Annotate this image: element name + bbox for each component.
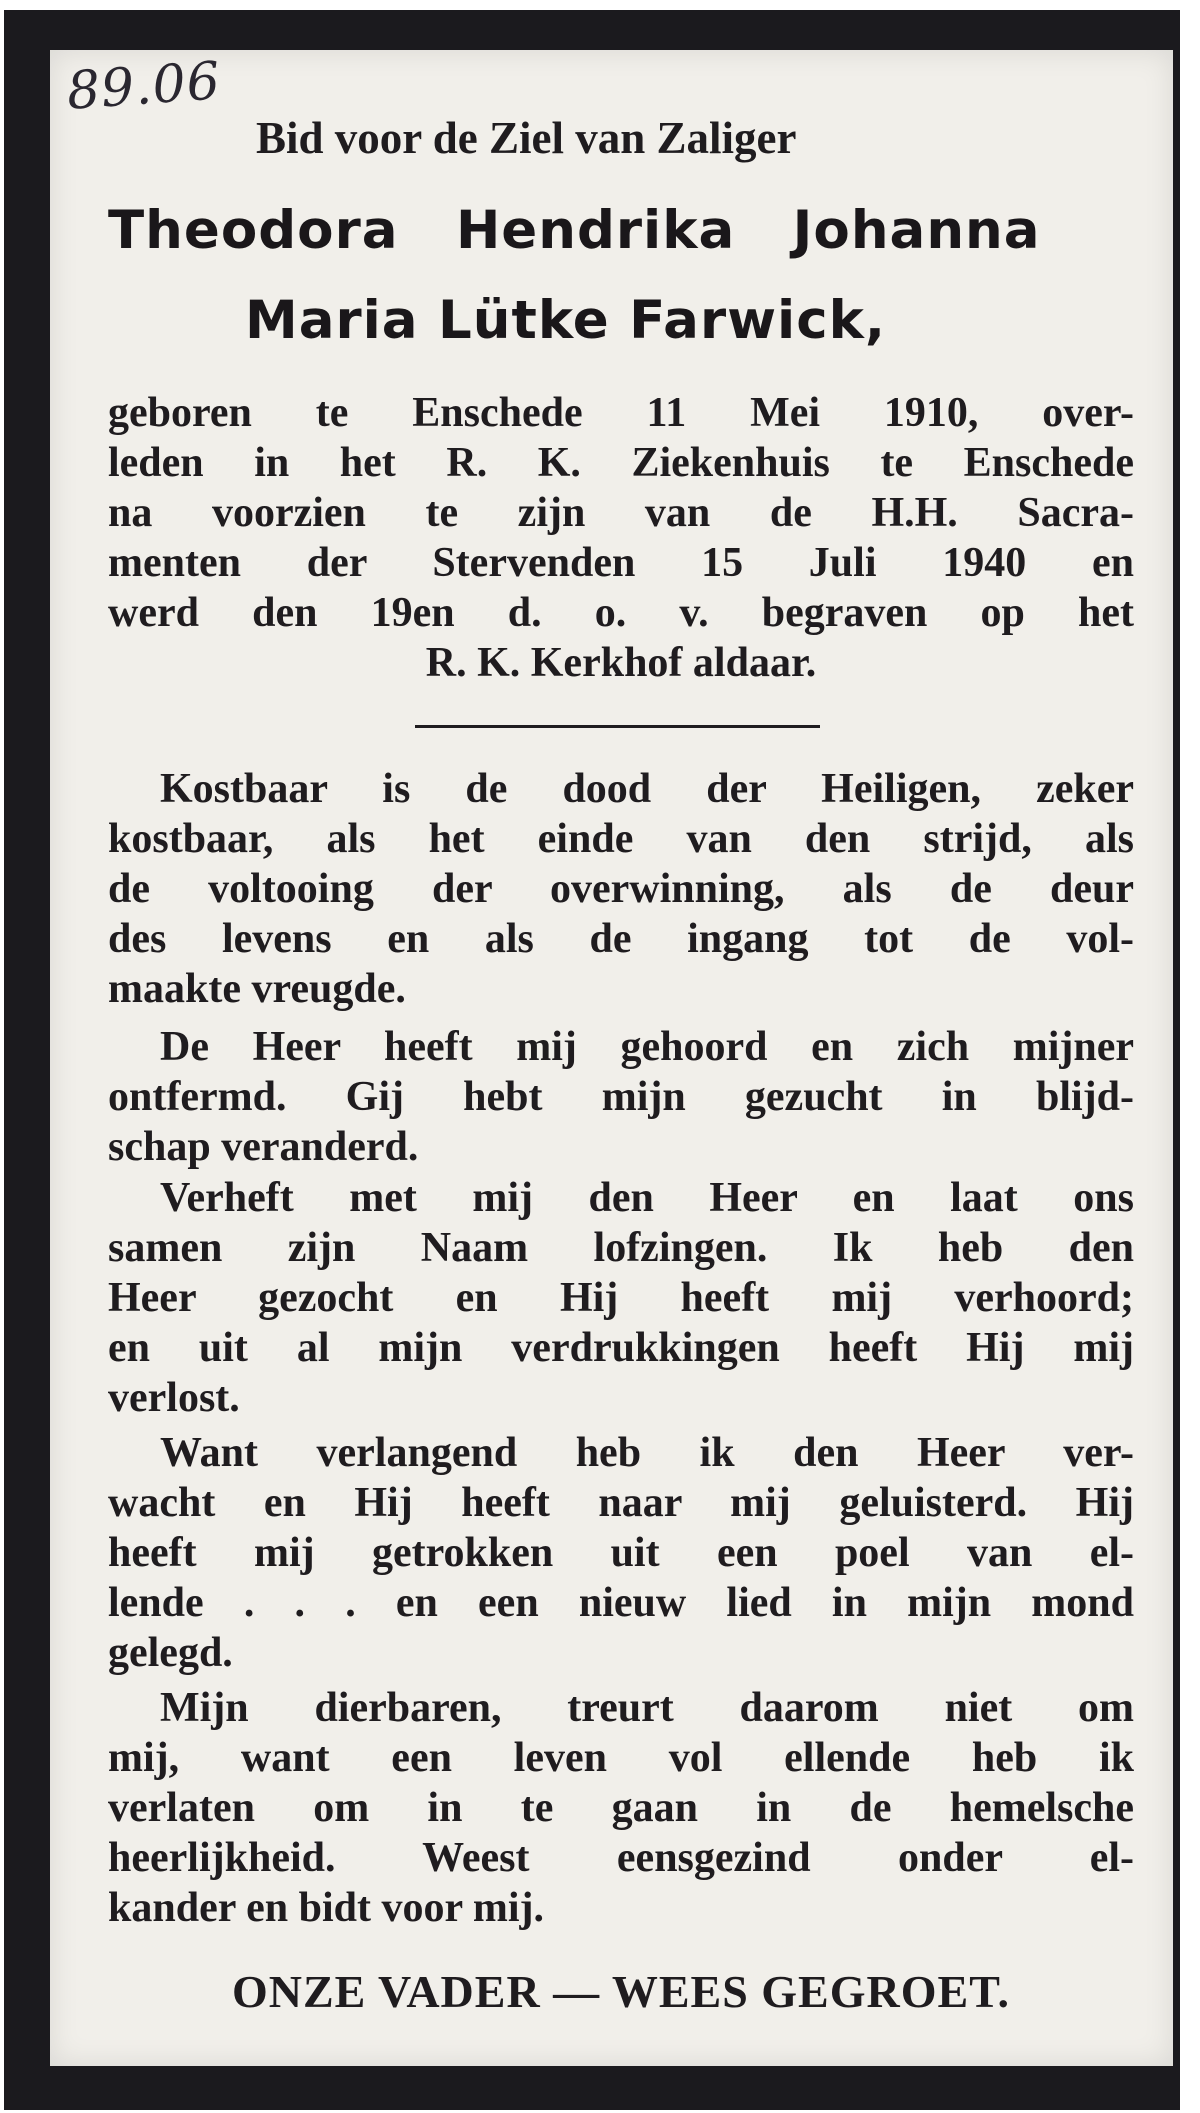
- divider: [415, 725, 820, 728]
- verse-line: wacht en Hij heeft naar mij geluisterd. Hij: [108, 1480, 1134, 1526]
- verse-line: lende . . . en een nieuw lied in mijn mond: [108, 1580, 1134, 1626]
- biography-line: werd den 19en d. o. v. begraven op het: [108, 590, 1134, 636]
- verse-line: de voltooing der overwinning, als de deur: [108, 866, 1134, 912]
- verse-line: ontfermd. Gij hebt mijn gezucht in blijd-: [108, 1074, 1134, 1120]
- verse-line: en uit al mijn verdrukkingen heeft Hij mij: [108, 1325, 1134, 1371]
- verse-line: kander en bidt voor mij.: [108, 1885, 544, 1931]
- biography-line: R. K. Kerkhof aldaar.: [425, 640, 817, 686]
- biography-line: leden in het R. K. Ziekenhuis te Enschede: [108, 440, 1134, 486]
- verse-line: schap veranderd.: [108, 1124, 419, 1170]
- verse-line: samen zijn Naam lofzingen. Ik heb den: [108, 1225, 1134, 1271]
- deceased-name-line-1: Theodora Hendrika Johanna: [108, 200, 1041, 261]
- verse-line: Mijn dierbaren, treurt daarom niet om: [160, 1685, 1134, 1731]
- handwritten-annotation: 89.06: [65, 51, 223, 122]
- verse-line: De Heer heeft mij gehoord en zich mijner: [160, 1024, 1134, 1070]
- verse-line: kostbaar, als het einde van den strijd, als: [108, 816, 1134, 862]
- biography-line: na voorzien te zijn van de H.H. Sacra-: [108, 490, 1134, 536]
- verse-line: verlaten om in te gaan in de hemelsche: [108, 1785, 1134, 1831]
- verse-line: mij, want een leven vol ellende heb ik: [108, 1735, 1134, 1781]
- verse-line: Kostbaar is de dood der Heiligen, zeker: [160, 766, 1134, 812]
- verse-line: heeft mij getrokken uit een poel van el-: [108, 1530, 1134, 1576]
- verse-line: heerlijkheid. Weest eensgezind onder el-: [108, 1835, 1134, 1881]
- verse-line: maakte vreugde.: [108, 966, 406, 1012]
- verse-line: Verheft met mij den Heer en laat ons: [160, 1175, 1134, 1221]
- verse-line: Want verlangend heb ik den Heer ver-: [160, 1430, 1134, 1476]
- prayer-heading: Bid voor de Ziel van Zaliger: [256, 113, 797, 163]
- biography-line: geboren te Enschede 11 Mei 1910, over-: [108, 390, 1134, 436]
- closing-prayer: ONZE VADER — WEES GEGROET.: [232, 1966, 1010, 2017]
- deceased-name-line-2: Maria Lütke Farwick,: [245, 290, 887, 351]
- verse-line: des levens en als de ingang tot de vol-: [108, 916, 1134, 962]
- biography-line: menten der Stervenden 15 Juli 1940 en: [108, 540, 1134, 586]
- verse-line: verlost.: [108, 1375, 240, 1421]
- verse-line: Heer gezocht en Hij heeft mij verhoord;: [108, 1275, 1134, 1321]
- verse-line: gelegd.: [108, 1630, 233, 1676]
